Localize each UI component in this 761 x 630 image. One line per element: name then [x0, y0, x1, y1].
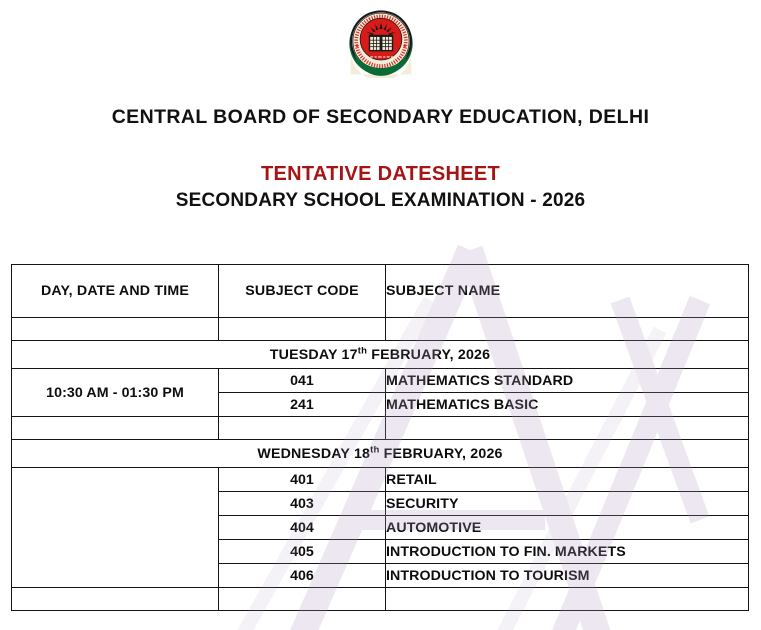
subject-name-cell: AUTOMOTIVE [386, 516, 749, 540]
spacer-cell [219, 588, 386, 611]
subject-name-cell: INTRODUCTION TO TOURISM [386, 564, 749, 588]
column-header-name: SUBJECT NAME [386, 265, 749, 318]
spacer-row [12, 417, 749, 440]
exam-time-cell [12, 468, 219, 588]
date-ordinal-suffix: th [357, 344, 368, 356]
subject-name-cell: MATHEMATICS STANDARD [386, 369, 749, 393]
spacer-cell [219, 417, 386, 440]
date-band-row [12, 341, 749, 369]
column-header-code: SUBJECT CODE [219, 265, 386, 318]
spacer-cell [386, 318, 749, 341]
spacer-cell [12, 588, 219, 611]
tentative-datesheet-label: TENTATIVE DATESHEET [260, 163, 501, 185]
table-header-row [12, 265, 749, 318]
subject-name-cell: MATHEMATICS BASIC [386, 393, 749, 417]
subject-name-cell: SECURITY [386, 492, 749, 516]
exam-time-cell: 10:30 AM - 01:30 PM [12, 369, 219, 417]
spacer-cell [12, 417, 219, 440]
cbse-emblem-icon [345, 6, 417, 78]
datesheet-table [11, 264, 749, 611]
subject-code-cell: 401 [219, 468, 386, 492]
spacer-cell [386, 588, 749, 611]
logo-container [0, 0, 761, 80]
table-row [12, 468, 749, 492]
subject-code-cell: 404 [219, 516, 386, 540]
subject-code-cell: 241 [219, 393, 386, 417]
spacer-row-bottom [12, 588, 749, 611]
subject-code-cell: 403 [219, 492, 386, 516]
subtitle-block [0, 162, 761, 213]
spacer-row [12, 318, 749, 341]
subject-name-cell: RETAIL [386, 468, 749, 492]
subject-code-cell: 405 [219, 540, 386, 564]
date-band-wednesday-18-feb: WEDNESDAY 18th FEBRUARY, 2026 [12, 440, 749, 468]
table-row [12, 369, 749, 393]
subject-code-cell: 041 [219, 369, 386, 393]
subject-name-cell: INTRODUCTION TO FIN. MARKETS [386, 540, 749, 564]
subject-code-cell: 406 [219, 564, 386, 588]
board-title: CENTRAL BOARD OF SECONDARY EDUCATION, DELHI [111, 106, 650, 128]
date-band-row [12, 440, 749, 468]
exam-title: SECONDARY SCHOOL EXAMINATION - 2026 [175, 190, 586, 211]
spacer-cell [219, 318, 386, 341]
column-header-day: DAY, DATE AND TIME [12, 265, 219, 318]
spacer-cell [386, 417, 749, 440]
date-ordinal-suffix: th [370, 443, 380, 455]
date-band-tuesday-17-feb: TUESDAY 17th FEBRUARY, 2026 [12, 341, 749, 369]
spacer-cell [12, 318, 219, 341]
